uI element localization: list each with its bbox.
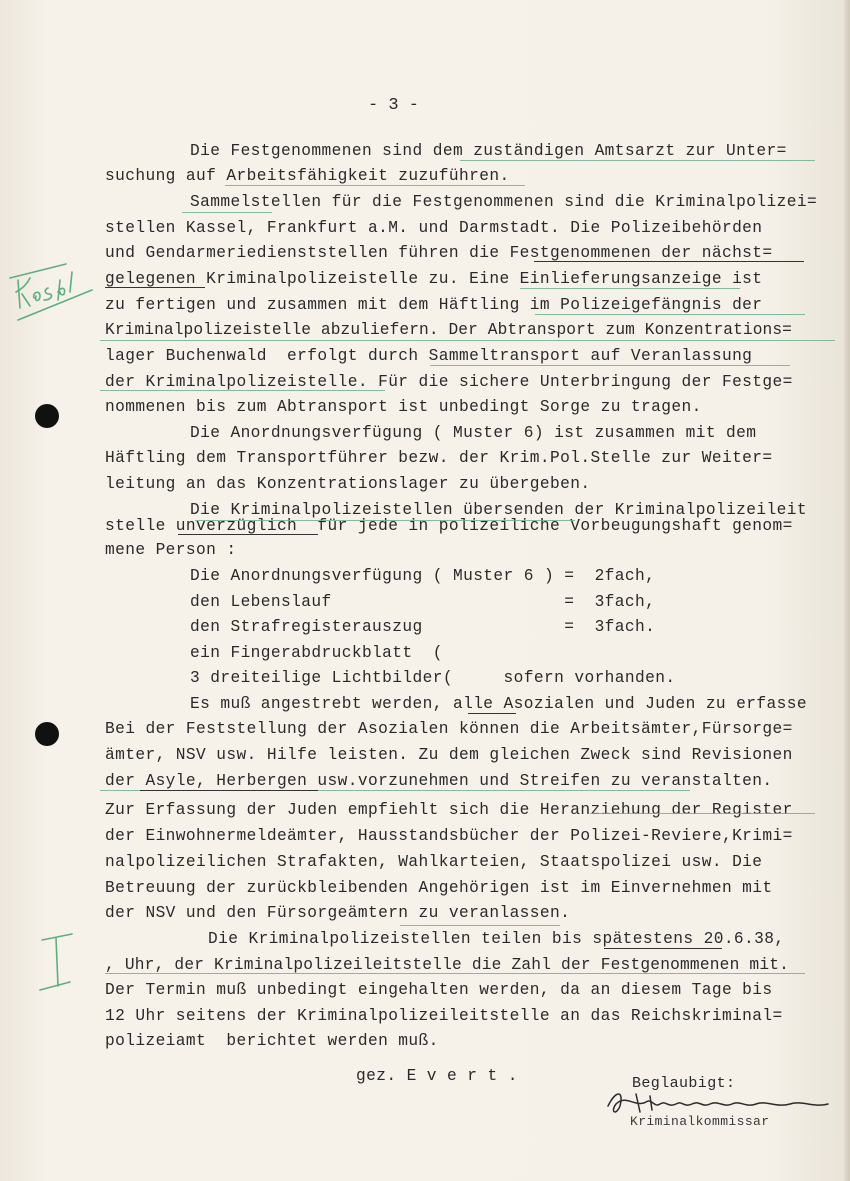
text-line: der Kriminalpolizeistelle. Für die sichere Unterbringung der Festge=	[105, 373, 793, 391]
text-line: den Strafregisterauszug = 3fach.	[190, 618, 656, 636]
text-line: Kriminalpolizeistelle abzuliefern. Der Abtransport zum Konzentrations=	[105, 321, 792, 339]
text-line: Die Kriminalpolizeistellen übersenden der Kriminalpolizeileit	[190, 501, 807, 519]
text-line: Bei der Feststellung der Asozialen können die Arbeitsämter,Fürsorge=	[105, 720, 793, 738]
pencil-underline	[535, 314, 805, 315]
text-line: zu fertigen und zusammen mit dem Häftling im Polizeigefängnis der	[105, 296, 763, 314]
text-line: suchung auf Arbeitsfähigkeit zuzuführen.	[105, 167, 510, 185]
text-line: Zur Erfassung der Juden empfiehlt sich die Heranziehung der Register	[105, 801, 793, 819]
text-line: Die Anordnungsverfügung ( Muster 6 ) = 2fach,	[190, 567, 656, 585]
text-line: polizeiamt berichtet werden muß.	[105, 1032, 439, 1050]
pencil-underline	[100, 340, 835, 341]
text-line: Die Anordnungsverfügung ( Muster 6) ist zusammen mit dem	[190, 424, 757, 442]
text-line: der Einwohnermeldeämter, Hausstandsbücher der Polizei-Reviere,Krimi=	[105, 827, 793, 845]
page-number: - 3 -	[368, 96, 420, 115]
signed-line: gez. E v e r t .	[356, 1067, 518, 1085]
text-line: lager Buchenwald erfolgt durch Sammeltransport auf Veranlassung	[105, 347, 753, 365]
text-line: 12 Uhr seitens der Kriminalpolizeileitstelle an das Reichskriminal=	[105, 1007, 783, 1025]
text-line: Betreuung der zurückbleibenden Angehörigen ist im Einvernehmen mit	[105, 879, 773, 897]
text-line: nalpolizeilichen Strafakten, Wahlkarteien, Staatspolizei usw. Die	[105, 853, 763, 871]
margin-note-i	[36, 930, 76, 994]
pencil-underline	[195, 520, 575, 521]
text-line: der Asyle, Herbergen usw.vorzunehmen und Streifen zu veranstalten.	[105, 772, 773, 790]
pencil-underline	[520, 288, 740, 289]
punch-hole	[35, 722, 59, 746]
text-line: stellen Kassel, Frankfurt a.M. und Darmstadt. Die Polizeibehörden	[105, 219, 763, 237]
text-line: leitung an das Konzentrationslager zu übergeben.	[105, 475, 591, 493]
pencil-underline	[400, 925, 560, 926]
typed-underline	[140, 790, 318, 791]
text-line: mene Person :	[105, 541, 237, 559]
text-line: Die Festgenommenen sind dem zuständigen Amtsarzt zur Unter=	[190, 142, 787, 160]
pencil-underline	[100, 390, 385, 391]
pencil-underline	[105, 973, 805, 974]
text-line: 3 dreiteilige Lichtbilder( sofern vorhanden.	[190, 669, 676, 687]
signature-scribble	[606, 1086, 846, 1123]
signature-title: Kriminalkommissar	[630, 1114, 770, 1129]
typed-underline	[534, 261, 804, 262]
typed-underline	[468, 713, 516, 714]
text-line: Häftling dem Transportführer bezw. der Krim.Pol.Stelle zur Weiter=	[105, 449, 773, 467]
pencil-underline	[460, 160, 815, 161]
text-line: Der Termin muß unbedingt eingehalten werden, da an diesem Tage bis	[105, 981, 773, 999]
text-line: ämter, NSV usw. Hilfe leisten. Zu dem gleichen Zweck sind Revisionen	[105, 746, 793, 764]
text-line: Sammelstellen für die Festgenommenen sind die Kriminalpolizei=	[190, 193, 818, 211]
pencil-underline	[430, 365, 790, 366]
text-line: Die Kriminalpolizeistellen teilen bis spätestens 20.6.38,	[208, 930, 785, 948]
text-line: und Gendarmeriedienststellen führen die Festgenommenen der nächst=	[105, 244, 773, 262]
text-line: Es muß angestrebt werden, alle Asozialen und Juden zu erfasse	[190, 695, 807, 713]
punch-hole	[35, 404, 59, 428]
pencil-underline	[225, 185, 525, 186]
typed-underline	[105, 287, 205, 288]
margin-note-kassel	[4, 262, 104, 322]
text-line: den Lebenslauf = 3fach,	[190, 593, 656, 611]
text-line: , Uhr, der Kriminalpolizeileitstelle die Zahl der Festgenommenen mit.	[105, 956, 790, 974]
pencil-underline	[590, 813, 815, 814]
text-line: der NSV und den Fürsorgeämtern zu veranlassen.	[105, 904, 571, 922]
typed-underline	[178, 534, 318, 535]
text-line: nommenen bis zum Abtransport ist unbedingt Sorge zu tragen.	[105, 398, 702, 416]
certified-label: Beglaubigt:	[632, 1075, 736, 1092]
pencil-underline	[182, 212, 272, 213]
text-line: stelle unverzüglich für jede in polizeiliche Vorbeugungshaft genom=	[105, 517, 793, 535]
typed-underline	[604, 948, 722, 949]
text-line: gelegenen Kriminalpolizeistelle zu. Eine Einlieferungsanzeige ist	[105, 270, 763, 288]
text-line: ein Fingerabdruckblatt (	[190, 644, 443, 662]
